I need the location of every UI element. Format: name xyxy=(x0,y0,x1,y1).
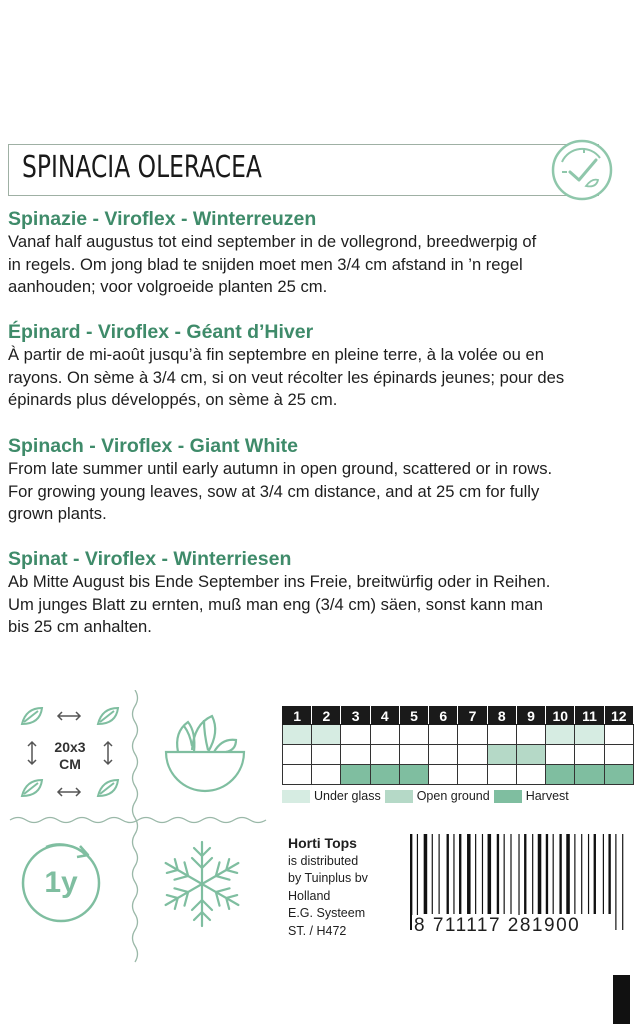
barcode-number: 8 711117 281900 xyxy=(414,915,581,936)
calendar-header-row xyxy=(283,707,634,725)
calendar-month-5: 5 xyxy=(399,707,428,725)
calendar-cell xyxy=(429,745,458,765)
calendar-row-harvest xyxy=(283,765,634,785)
calendar-cell xyxy=(341,725,370,745)
calendar-cell xyxy=(312,765,341,785)
section-line: aanhouden; voor volgroeide planten 25 cm. xyxy=(8,277,328,297)
calendar-cell xyxy=(399,745,428,765)
calendar-month-8: 8 xyxy=(487,707,516,725)
calendar-cell xyxy=(546,725,575,745)
calendar-cell xyxy=(546,765,575,785)
distributor-line: Holland xyxy=(288,888,331,903)
barcode-bar xyxy=(497,834,499,914)
barcode-bar xyxy=(588,834,589,914)
legend-open-ground xyxy=(385,789,490,803)
barcode-bar xyxy=(504,834,505,914)
calendar-month-2: 2 xyxy=(312,707,341,725)
spacing-label-top: 20x3 xyxy=(54,739,86,755)
latin-name: SPINACIA OLERACEA xyxy=(22,150,262,185)
corner-marker xyxy=(613,975,630,1024)
section-english xyxy=(8,434,630,526)
section-line: rayons. On sème à 3/4 cm, si on veut récolter les épinards jeunes; pour des xyxy=(8,367,565,387)
calendar-cell xyxy=(458,725,487,745)
calendar-month-7: 7 xyxy=(458,707,487,725)
calendar-cell xyxy=(370,725,399,745)
section-line: From late summer until early autumn in open ground, scattered or in rows. xyxy=(8,459,553,478)
legend-label: Open ground xyxy=(416,789,490,803)
calendar-cell xyxy=(575,765,604,785)
spacing-label-bottom: CM xyxy=(59,756,81,772)
distributor-line: is distributed xyxy=(288,853,359,868)
spacing-label xyxy=(44,739,96,773)
calendar-cell xyxy=(399,765,428,785)
calendar-legend xyxy=(282,789,573,803)
calendar-cell xyxy=(516,745,545,765)
section-line: À partir de mi-août jusqu’à fin septembre en pleine terre, à la volée ou en xyxy=(8,345,544,364)
section-title: Épinard - Viroflex - Géant d’Hiver xyxy=(8,321,314,343)
section-line: For growing young leaves, sow at 3/4 cm distance, and at 25 cm for fully xyxy=(8,481,540,501)
calendar-cell xyxy=(575,725,604,745)
sowing-calendar xyxy=(282,706,634,785)
distributor-line: by Tuinplus bv xyxy=(288,871,368,885)
barcode-bar xyxy=(453,834,454,914)
calendar-cell xyxy=(399,725,428,745)
legend-swatch xyxy=(282,790,310,803)
barcode-bar xyxy=(594,834,596,914)
barcode-bar xyxy=(566,834,570,914)
annual-label: 1y xyxy=(44,866,78,899)
calendar-cell xyxy=(283,765,312,785)
legend-label: Harvest xyxy=(525,789,569,803)
calendar-cell xyxy=(604,745,633,765)
calendar-month-11: 11 xyxy=(575,707,604,725)
calendar-month-6: 6 xyxy=(429,707,458,725)
legend-under-glass xyxy=(282,789,381,803)
calendar-cell xyxy=(312,745,341,765)
distributor-line: ST. / H472 xyxy=(288,923,347,938)
calendar-cell xyxy=(487,745,516,765)
barcode-bar xyxy=(559,834,561,914)
calendar-cell xyxy=(429,725,458,745)
calendar-cell xyxy=(283,725,312,745)
distributor-line: E.G. Systeem xyxy=(288,906,366,920)
calendar-cell xyxy=(546,745,575,765)
section-dutch xyxy=(8,207,630,299)
section-line: Vanaf half augustus tot eind september in de vollegrond, breedwerpig of xyxy=(8,232,537,251)
barcode-bar xyxy=(553,834,554,914)
calendar-cell xyxy=(516,725,545,745)
barcode-bar xyxy=(546,834,548,914)
barcode-bar xyxy=(467,834,471,914)
barcode-bar xyxy=(488,834,492,914)
section-line: bis 25 cm anhalten. xyxy=(8,617,152,637)
barcode-bar xyxy=(475,834,476,914)
barcode-bar xyxy=(432,834,433,914)
legend-swatch xyxy=(494,790,522,803)
barcode-bar xyxy=(538,834,542,914)
section-line: Um junges Blatt zu ernten, muß man eng (3/4 cm) säen, sonst kann man xyxy=(8,594,543,614)
barcode-bar xyxy=(459,834,461,914)
section-line: grown plants. xyxy=(8,504,107,524)
snowflake-icon xyxy=(154,836,250,932)
legend-harvest xyxy=(494,789,569,803)
barcode-bar xyxy=(532,834,533,914)
calendar-row-open-ground xyxy=(283,745,634,765)
calendar-month-12: 12 xyxy=(604,707,633,725)
quality-check-icon xyxy=(548,134,616,202)
distributor-info xyxy=(288,835,368,940)
calendar-row-under-glass xyxy=(283,725,634,745)
calendar-month-3: 3 xyxy=(341,707,370,725)
calendar-cell xyxy=(604,765,633,785)
calendar-cell xyxy=(341,765,370,785)
calendar-month-10: 10 xyxy=(546,707,575,725)
calendar-month-1: 1 xyxy=(283,707,312,725)
harvest-bowl-icon xyxy=(156,704,254,802)
calendar-cell xyxy=(341,745,370,765)
calendar-cell xyxy=(429,765,458,785)
calendar-month-9: 9 xyxy=(516,707,545,725)
barcode-bar xyxy=(615,834,616,930)
brand-name: Horti Tops xyxy=(288,835,357,851)
calendar-cell xyxy=(458,745,487,765)
section-line: Ab Mitte August bis Ende September ins Freie, breitwürfig oder in Reihen. xyxy=(8,572,551,591)
calendar-cell xyxy=(575,745,604,765)
barcode-bar xyxy=(608,834,610,914)
section-line: in regels. Om jong blad te snijden moet men 3/4 cm afstand in ’n regel xyxy=(8,254,523,274)
section-german xyxy=(8,547,630,639)
section-line: épinards plus développés, on sème à 25 cm. xyxy=(8,390,338,410)
calendar-cell xyxy=(458,765,487,785)
barcode-bar xyxy=(447,834,449,914)
section-title: Spinach - Viroflex - Giant White xyxy=(8,435,299,457)
section-title: Spinazie - Viroflex - Winterreuzen xyxy=(8,208,317,230)
legend-label: Under glass xyxy=(314,789,381,803)
calendar-cell xyxy=(487,725,516,745)
calendar-cell xyxy=(487,765,516,785)
barcode-bar xyxy=(581,834,582,914)
calendar-cell xyxy=(370,765,399,785)
barcode-bar xyxy=(510,834,511,914)
barcode-bar xyxy=(482,834,483,914)
calendar-cell xyxy=(312,725,341,745)
calendar-cell xyxy=(516,765,545,785)
section-title: Spinat - Viroflex - Winterriesen xyxy=(8,548,292,570)
calendar-month-4: 4 xyxy=(370,707,399,725)
legend-swatch xyxy=(385,790,413,803)
barcode-bar xyxy=(622,834,623,930)
barcode-bar xyxy=(524,834,526,914)
section-french xyxy=(8,320,630,412)
calendar-cell xyxy=(604,725,633,745)
barcode-bar xyxy=(439,834,440,914)
barcode-bar xyxy=(424,834,428,914)
barcode-bar xyxy=(574,834,575,914)
calendar-cell xyxy=(283,745,312,765)
barcode-bar xyxy=(603,834,604,914)
calendar-cell xyxy=(370,745,399,765)
